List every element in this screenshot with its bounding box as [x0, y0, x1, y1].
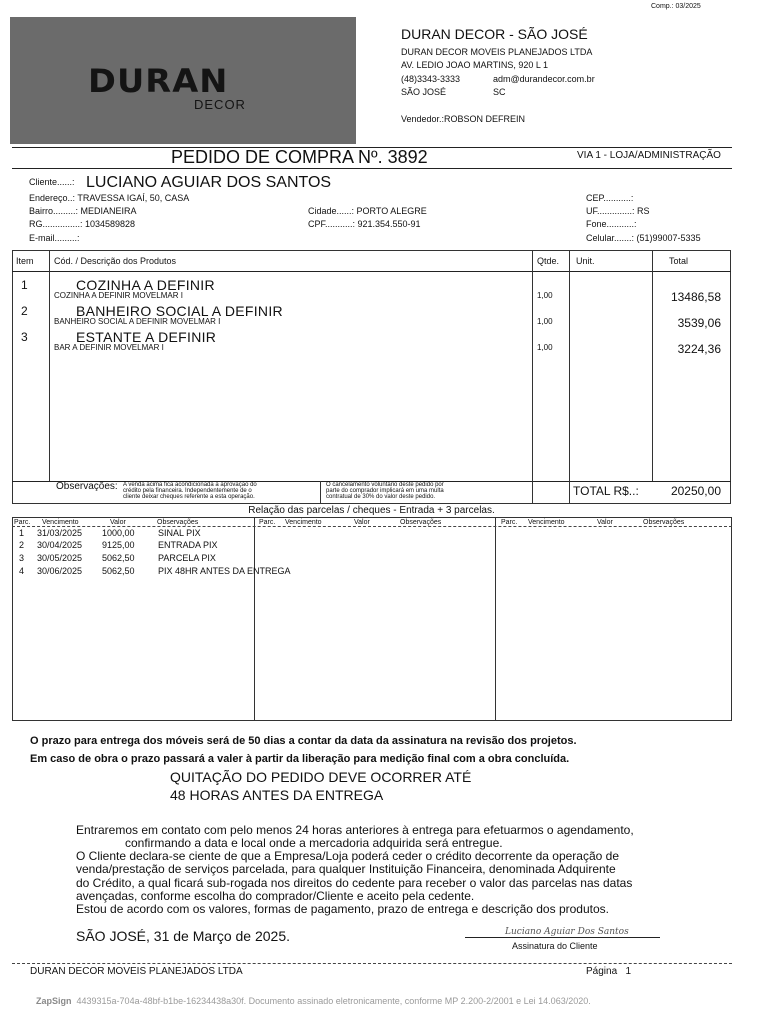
col-line [254, 517, 255, 721]
company-legal-name: DURAN DECOR MOVEIS PLANEJADOS LTDA [401, 47, 593, 57]
signature-line [465, 937, 660, 938]
zapsign-brand: ZapSign [36, 996, 72, 1006]
item-qty: 1,00 [537, 317, 553, 326]
col-line [495, 517, 496, 721]
terms-line: venda/prestação de serviços parcelada, para qualquer Instituição Financeira, denominada Adquirente [76, 862, 616, 876]
parcels-header-obs: Observações [157, 519, 199, 526]
parcel-number: 1 [19, 528, 25, 538]
client-rg: RG...............: 1034589828 [29, 219, 136, 229]
parcel-number: 3 [19, 553, 25, 563]
col-line [569, 250, 570, 504]
zapsign-footer [36, 996, 591, 1006]
parcels-header-valor: Valor [110, 519, 126, 526]
client-signature: Luciano Aguiar Dos Santos [505, 927, 629, 937]
header-unit: Unit. [576, 256, 595, 266]
parcels-header-obs: Observações [400, 519, 442, 526]
terms-line: O Cliente declara-se ciente de que a Empresa/Loja poderá ceder o crédito decorrente da operação de [76, 849, 620, 863]
item-subtitle: BANHEIRO SOCIAL A DEFINIR MOVELMAR I [54, 317, 221, 326]
company-address: AV. LEDIO JOAO MARTINS, 920 L 1 [401, 60, 549, 70]
terms-line: Estou de acordo com os valores, formas de pagamento, prazo de entrega e descrição dos produtos. [76, 902, 609, 916]
company-city: SÃO JOSÉ [401, 87, 447, 97]
total-value: 20250,00 [670, 484, 721, 498]
parcels-header-venc: Vencimento [285, 519, 322, 526]
parcels-header-venc: Vencimento [528, 519, 565, 526]
item-title: ESTANTE A DEFINIR [76, 329, 217, 345]
client-name: LUCIANO AGUIAR DOS SANTOS [86, 174, 332, 191]
store-name: DURAN DECOR - SÃO JOSÉ [401, 26, 588, 42]
order-title: PEDIDO DE COMPRA Nº. 3892 [171, 147, 428, 167]
footer-company: DURAN DECOR MOVEIS PLANEJADOS LTDA [30, 966, 243, 977]
item-subtitle: BAR A DEFINIR MOVELMAR I [54, 343, 164, 352]
item-number: 3 [21, 330, 28, 344]
construction-notice: Em caso de obra o prazo passará a valer à partir da liberação para medição final com a obra concluída. [30, 753, 570, 765]
table-header-line [12, 271, 731, 272]
item-title: COZINHA A DEFINIR [76, 277, 215, 293]
parcels-header-line [12, 526, 732, 527]
logo-subtext: DECOR [194, 97, 246, 112]
payment-notice-line2: 48 HORAS ANTES DA ENTREGA [170, 787, 384, 803]
client-city: Cidade......: PORTO ALEGRE [308, 206, 427, 216]
parcels-header-parc: Parc. [501, 519, 518, 526]
item-total: 13486,58 [670, 290, 721, 304]
parcels-header-valor: Valor [597, 519, 613, 526]
place-date: SÃO JOSÉ, 31 de Março de 2025. [76, 928, 291, 944]
item-title: BANHEIRO SOCIAL A DEFINIR [76, 303, 283, 319]
parcel-value: 5062,50 [102, 553, 135, 563]
parcel-number: 4 [19, 566, 25, 576]
client-cpf: CPF...........: 921.354.550-91 [308, 219, 421, 229]
item-qty: 1,00 [537, 343, 553, 352]
header-item: Item [16, 256, 34, 266]
parcel-obs: PIX 48HR ANTES DA ENTREGA [158, 566, 291, 576]
parcels-header-obs: Observações [643, 519, 685, 526]
col-line [49, 250, 50, 481]
observation-credit: A venda acima fica acondicionada a aprovação do crédito pela financeira. Independentemente de o cliente deixar cheques referente a esta operação. [123, 482, 257, 500]
logo-text: DURAN [88, 62, 229, 100]
page-number: Página 1 [586, 966, 632, 977]
header-description: Cód. / Descrição dos Produtos [54, 256, 177, 266]
terms-line: avençadas, conforme escolha do comprador/Cliente e aceito pela cedente. [76, 889, 475, 903]
parcels-header-parc: Parc. [14, 519, 31, 526]
parcels-header-parc: Parc. [259, 519, 276, 526]
order-via: VIA 1 - LOJA/ADMINISTRAÇÃO [577, 150, 721, 161]
observations-label: Observações: [56, 481, 118, 492]
comp-date: Comp.: 03/2025 [651, 3, 701, 10]
company-phone: (48)3343-3333 [401, 74, 461, 84]
client-phone: Fone...........: [586, 219, 637, 229]
delivery-notice: O prazo para entrega dos móveis será de 50 dias a contar da data da assinatura na revisão dos projetos. [30, 735, 577, 747]
divider [12, 168, 732, 169]
total-label: TOTAL R$..: [573, 484, 639, 498]
parcel-date: 31/03/2025 [37, 528, 83, 538]
parcel-value: 1000,00 [102, 528, 135, 538]
header-qty: Qtde. [537, 256, 560, 266]
parcel-date: 30/06/2025 [37, 566, 83, 576]
terms-line: Entraremos em contato com pelo menos 24 horas anteriores à entrega para efetuarmos o agendamento, [76, 823, 634, 837]
parcels-header-venc: Vencimento [42, 519, 79, 526]
payment-notice-line1: QUITAÇÃO DO PEDIDO DEVE OCORRER ATÉ [170, 769, 472, 785]
parcels-header-valor: Valor [354, 519, 370, 526]
parcel-value: 9125,00 [102, 540, 135, 550]
seller: Vendedor.:ROBSON DEFREIN [401, 114, 526, 124]
parcel-obs: SINAL PIX [158, 528, 201, 538]
item-subtitle: COZINHA A DEFINIR MOVELMAR I [54, 291, 183, 300]
client-label: Cliente......: [29, 177, 75, 187]
client-uf: UF..............: RS [586, 206, 650, 216]
parcel-value: 5062,50 [102, 566, 135, 576]
terms-line: confirmando a data e local onde a mercadoria adquirida será entregue. [125, 836, 503, 850]
observation-cancel: O cancelamento voluntário deste pedido por parte do comprador implicará em uma multa contratual de 30% do valor deste pedido. [326, 482, 444, 500]
company-state: SC [493, 87, 506, 97]
parcel-date: 30/04/2025 [37, 540, 83, 550]
col-line [532, 250, 533, 504]
client-address: Endereço..: TRAVESSA IGAÍ, 50, CASA [29, 193, 190, 203]
terms-line: do Crédito, a qual ficará sub-rogada nos direitos do cedente para receber o valor das parcelas nas datas [76, 876, 633, 890]
parcels-title: Relação das parcelas / cheques - Entrada + 3 parcelas. [248, 505, 495, 516]
parcel-obs: ENTRADA PIX [158, 540, 218, 550]
col-line [320, 481, 321, 504]
item-number: 1 [21, 278, 28, 292]
client-email: E-mail.........: [29, 233, 80, 243]
parcel-obs: PARCELA PIX [158, 553, 216, 563]
item-total: 3224,36 [677, 342, 721, 356]
client-cep: CEP...........: [586, 193, 634, 203]
company-email: adm@durandecor.com.br [493, 74, 595, 84]
item-total: 3539,06 [677, 316, 721, 330]
parcel-number: 2 [19, 540, 25, 550]
item-qty: 1,00 [537, 291, 553, 300]
item-number: 2 [21, 304, 28, 318]
parcel-date: 30/05/2025 [37, 553, 83, 563]
client-cellphone: Celular.......: (51)99007-5335 [586, 233, 701, 243]
col-line [652, 250, 653, 481]
client-neighborhood: Bairro.........: MEDIANEIRA [29, 206, 137, 216]
footer-divider [12, 963, 732, 964]
zapsign-text: 4439315a-704a-48bf-b1be-16234438a30f. Documento assinado eletronicamente, conforme MP 2.200-2/2001 e Lei 14.063/2020. [76, 996, 591, 1006]
signature-label: Assinatura do Cliente [512, 941, 598, 951]
header-total: Total [669, 256, 689, 266]
